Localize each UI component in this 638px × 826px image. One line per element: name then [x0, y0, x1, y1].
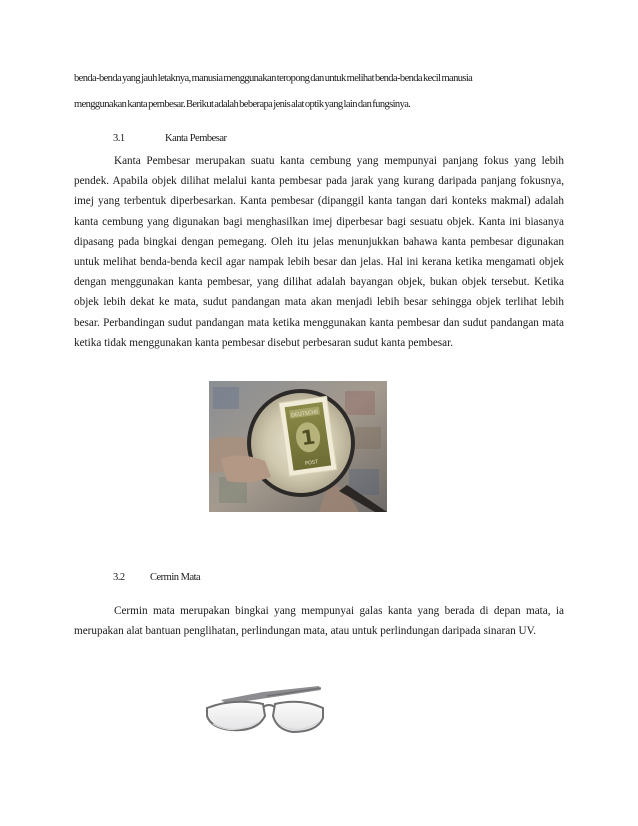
eyeglasses-illustration — [193, 666, 343, 758]
intro-line-2: menggunakan kanta pembesar. Berikut adalah beberapa jenis alat optik yang lain dan fungsinya. — [74, 99, 411, 110]
stamp-numeral: 1 — [299, 424, 317, 451]
eyeglasses-image — [193, 666, 343, 758]
section-paragraph-cermin-mata: Cermin mata merupakan bingkai yang mempunyai galas kanta yang berada di depan mata, ia merupakan alat bantuan penglihatan, perlindungan mata, atau untuk perlindungan daripada sinaran UV. — [74, 605, 564, 638]
intro-line-1: benda-benda yang jauh letaknya, manusia menggunakan teropong dan untuk melihat benda-benda kecil manusia — [74, 73, 473, 84]
section-title-cermin-mata: Cermin Mata — [150, 572, 201, 583]
section-paragraph-kanta-pembesar: Kanta Pembesar merupakan suatu kanta cembung yang mempunyai panjang fokus yang lebih pendek. Apabila objek dilihat melalui kanta pembesar pada jarak yang kurang daripada panjang fokusnya, imej yang terbentuk diperbesarkan. Kanta pembesar (dipanggil kanta tangan dari konteks makmal) adalah kanta cembung yang digunakan bagi menghasilkan imej diperbesar bagi sesuatu objek. Kanta ini biasanya dipasang pada bingkai dengan pemegang. Oleh itu jelas menunjukkan bahawa kanta pembesar digunakan untuk melihat benda-benda kecil agar nampak lebih besar dan jelas. Hal ini kerana ketika mengamati objek dengan menggunakan kanta pembesar, yang dilihat adalah bayangan objek, bukan objek tersebut. Ketika objek lebih dekat ke mata, sudut pandangan mata akan menjadi lebih besar sehingga objek terlihat lebih besar. Perbandingan sudut pandangan mata ketika menggunakan kanta pembesar dan sudut pandangan mata ketika tidak menggunakan kanta pembesar disebut perbesaran sudut kanta pembesar. — [74, 155, 564, 349]
section-title-kanta-pembesar: Kanta Pembesar — [165, 133, 227, 144]
section-number-3-2: 3.2 — [113, 572, 125, 583]
stamp-top-text: DEUTSCHE — [290, 409, 319, 419]
stamp-bottom-text: POST — [304, 459, 319, 467]
magnifying-glass-illustration — [209, 381, 387, 512]
magnifying-glass-image — [209, 381, 387, 512]
section-number-3-1: 3.1 — [113, 133, 125, 144]
